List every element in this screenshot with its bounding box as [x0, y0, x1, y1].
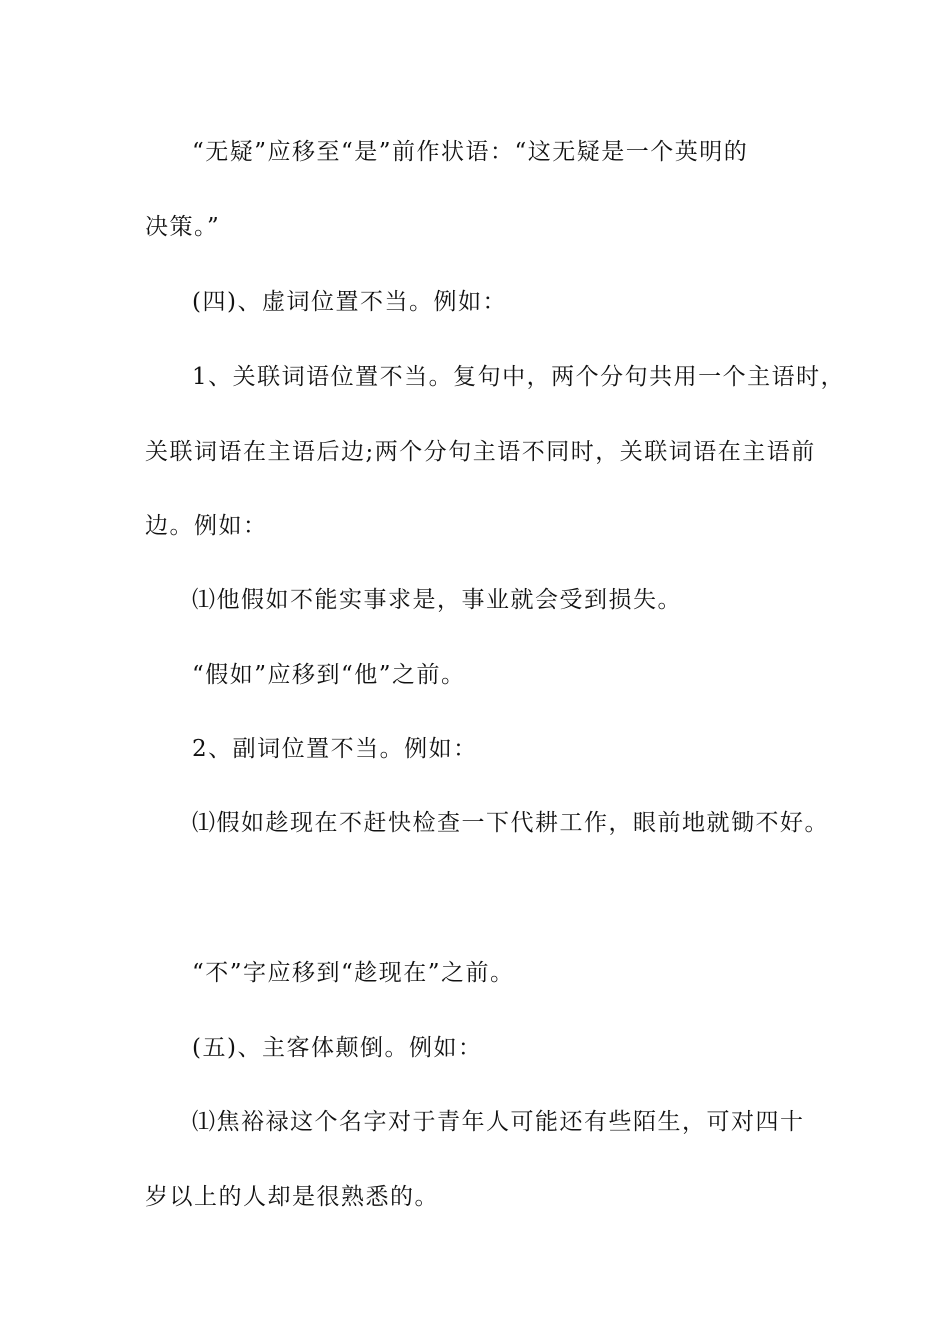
- paragraph-line-14: 岁以上的人却是很熟悉的。: [145, 1184, 439, 1210]
- paragraph-line-11: “不”字应移到“趁现在”之前。: [192, 960, 515, 986]
- section-heading-4: (四)、虚词位置不当。例如：: [192, 289, 507, 315]
- subheading-adverb: 2、副词位置不当。例如：: [192, 736, 478, 762]
- paragraph-line-2: 决策。”: [145, 214, 221, 240]
- example-line-3: ⑴焦裕禄这个名字对于青年人可能还有些陌生，可对四十: [192, 1109, 805, 1135]
- paragraph-line-1: “无疑”应移至“是”前作状语：“这无疑是一个英明的: [192, 139, 749, 165]
- paragraph-line-6: 边。例如：: [145, 513, 268, 539]
- section-heading-5: (五)、主客体颠倒。例如：: [192, 1035, 483, 1061]
- paragraph-line-8: “假如”应移到“他”之前。: [192, 662, 466, 688]
- example-line-2: ⑴假如趁现在不赶快检查一下代耕工作，眼前地就锄不好。: [192, 810, 829, 836]
- paragraph-line-5: 关联词语在主语后边;两个分句主语不同时，关联词语在主语前: [145, 439, 816, 465]
- example-line-1: ⑴他假如不能实事求是，事业就会受到损失。: [192, 587, 682, 613]
- paragraph-line-4: 1、关联词语位置不当。复句中，两个分句共用一个主语时，: [192, 364, 846, 390]
